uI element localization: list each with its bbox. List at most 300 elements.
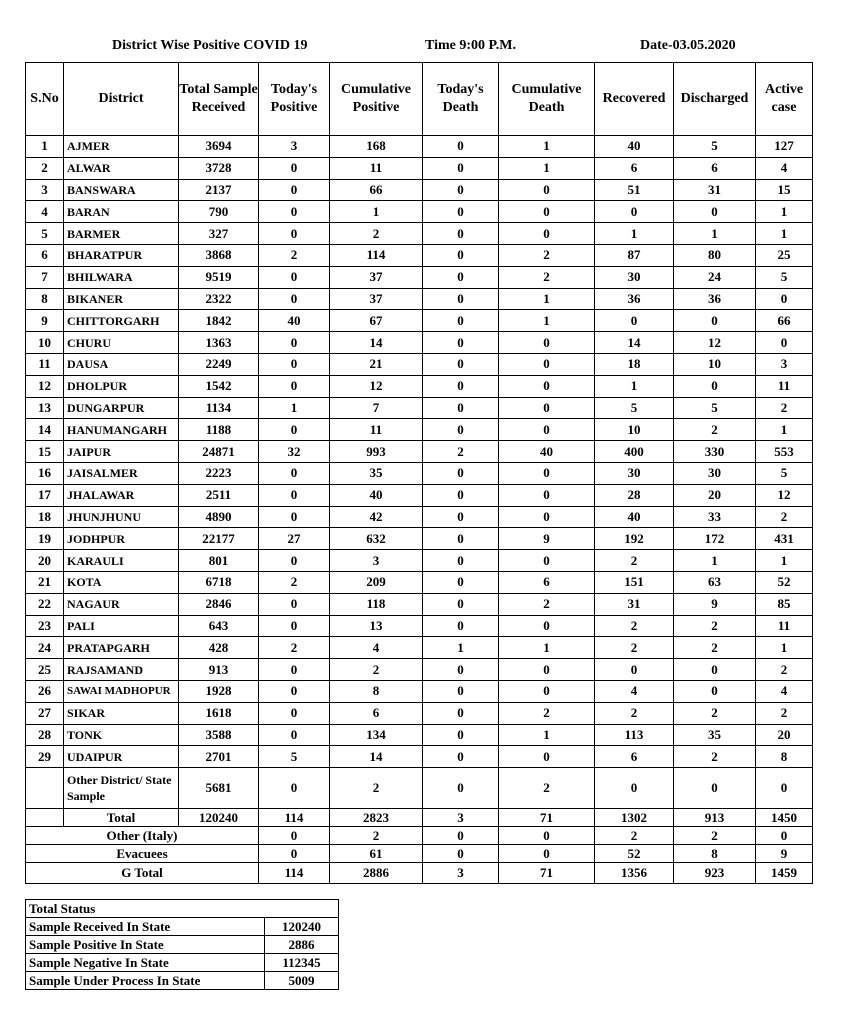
discharged-cell: 80	[674, 244, 756, 266]
district-cell: JHUNJHUNU	[64, 506, 179, 528]
active-cell: 66	[756, 310, 813, 332]
todays-positive-cell: 3	[259, 136, 330, 158]
active-cell: 4	[756, 157, 813, 179]
total-sample-cell: 24871	[179, 441, 259, 463]
recovered-cell: 4	[595, 680, 674, 702]
total-sample-cell: 3588	[179, 724, 259, 746]
cumulative-positive-cell: 118	[330, 593, 423, 615]
cumulative-death-cell: 1	[499, 724, 595, 746]
totals-section	[26, 809, 813, 884]
active-cell: 3	[756, 353, 813, 375]
sno-cell: 26	[26, 680, 64, 702]
status-label: Sample Negative In State	[26, 954, 265, 972]
todays-death-cell: 0	[423, 157, 499, 179]
other-italy-value: 0	[499, 827, 595, 845]
other-italy-label: Other (Italy)	[26, 827, 259, 845]
active-cell: 15	[756, 179, 813, 201]
todays-positive-cell: 0	[259, 615, 330, 637]
cumulative-death-cell: 2	[499, 702, 595, 724]
total-value: 114	[259, 809, 330, 827]
cumulative-death-cell: 0	[499, 419, 595, 441]
table-row	[26, 288, 813, 310]
sno-cell: 13	[26, 397, 64, 419]
active-cell: 2	[756, 702, 813, 724]
district-cell: HANUMANGARH	[64, 419, 179, 441]
active-cell: 12	[756, 484, 813, 506]
active-cell: 553	[756, 441, 813, 463]
total-status-table	[25, 899, 339, 990]
other-district-value: 5681	[179, 768, 259, 809]
todays-death-cell: 0	[423, 484, 499, 506]
district-cell: BARAN	[64, 201, 179, 223]
evacuees-value: 0	[259, 845, 330, 863]
todays-positive-cell: 0	[259, 266, 330, 288]
todays-death-cell: 0	[423, 375, 499, 397]
other-italy-value: 2	[674, 827, 756, 845]
recovered-cell: 40	[595, 136, 674, 158]
discharged-cell: 30	[674, 462, 756, 484]
discharged-cell: 5	[674, 136, 756, 158]
total-sample-cell: 801	[179, 550, 259, 572]
status-row	[26, 918, 339, 936]
other-district-value: 0	[674, 768, 756, 809]
recovered-cell: 151	[595, 571, 674, 593]
district-cell: JAISALMER	[64, 462, 179, 484]
todays-death-cell: 0	[423, 288, 499, 310]
recovered-cell: 6	[595, 746, 674, 768]
sno-cell: 24	[26, 637, 64, 659]
todays-death-cell: 1	[423, 637, 499, 659]
district-cell: TONK	[64, 724, 179, 746]
district-cell: PRATAPGARH	[64, 637, 179, 659]
recovered-cell: 36	[595, 288, 674, 310]
todays-positive-cell: 0	[259, 288, 330, 310]
other-district-value: 2	[499, 768, 595, 809]
sno-cell: 23	[26, 615, 64, 637]
todays-positive-cell: 0	[259, 506, 330, 528]
status-value: 5009	[265, 972, 339, 990]
todays-positive-cell: 0	[259, 201, 330, 223]
sno-cell: 5	[26, 223, 64, 245]
todays-death-cell: 0	[423, 702, 499, 724]
district-cell: SIKAR	[64, 702, 179, 724]
cumulative-death-cell: 0	[499, 353, 595, 375]
status-label: Sample Positive In State	[26, 936, 265, 954]
active-cell: 2	[756, 397, 813, 419]
district-cell: SAWAI MADHOPUR	[64, 680, 179, 702]
g-total-value: 923	[674, 863, 756, 884]
sno-cell: 15	[26, 441, 64, 463]
other-italy-value: 2	[595, 827, 674, 845]
todays-death-cell: 0	[423, 201, 499, 223]
status-value: 120240	[265, 918, 339, 936]
todays-death-cell: 2	[423, 441, 499, 463]
cumulative-death-cell: 1	[499, 310, 595, 332]
total-sample-cell: 428	[179, 637, 259, 659]
total-value: 1450	[756, 809, 813, 827]
todays-death-cell: 0	[423, 310, 499, 332]
other-italy-value: 2	[330, 827, 423, 845]
cumulative-positive-cell: 632	[330, 528, 423, 550]
sno-cell: 10	[26, 332, 64, 354]
todays-death-cell: 0	[423, 571, 499, 593]
cumulative-positive-cell: 67	[330, 310, 423, 332]
cumulative-death-cell: 1	[499, 136, 595, 158]
todays-positive-cell: 0	[259, 375, 330, 397]
other-district-value: 0	[595, 768, 674, 809]
discharged-cell: 330	[674, 441, 756, 463]
total-sample-cell: 1618	[179, 702, 259, 724]
recovered-cell: 5	[595, 397, 674, 419]
cumulative-positive-cell: 66	[330, 179, 423, 201]
status-title-row	[26, 900, 339, 918]
todays-death-cell: 0	[423, 332, 499, 354]
recovered-cell: 2	[595, 615, 674, 637]
total-sample-cell: 3868	[179, 244, 259, 266]
todays-death-cell: 0	[423, 244, 499, 266]
cumulative-positive-cell: 134	[330, 724, 423, 746]
other-district-value: 0	[756, 768, 813, 809]
district-cell: JAIPUR	[64, 441, 179, 463]
active-cell: 52	[756, 571, 813, 593]
todays-positive-cell: 0	[259, 332, 330, 354]
discharged-cell: 10	[674, 353, 756, 375]
discharged-cell: 6	[674, 157, 756, 179]
total-sample-cell: 2223	[179, 462, 259, 484]
table-row	[26, 266, 813, 288]
todays-positive-cell: 0	[259, 484, 330, 506]
col-recovered: Recovered	[595, 63, 674, 136]
cumulative-death-cell: 0	[499, 659, 595, 681]
todays-positive-cell: 0	[259, 593, 330, 615]
col-active: Active case	[756, 63, 813, 136]
recovered-cell: 6	[595, 157, 674, 179]
todays-positive-cell: 1	[259, 397, 330, 419]
total-value: 120240	[179, 809, 259, 827]
active-cell: 20	[756, 724, 813, 746]
cumulative-positive-cell: 11	[330, 157, 423, 179]
cumulative-positive-cell: 14	[330, 746, 423, 768]
active-cell: 431	[756, 528, 813, 550]
cumulative-death-cell: 1	[499, 288, 595, 310]
cumulative-death-cell: 0	[499, 746, 595, 768]
recovered-cell: 10	[595, 419, 674, 441]
cumulative-death-cell: 0	[499, 397, 595, 419]
cumulative-death-cell: 0	[499, 484, 595, 506]
evacuees-value: 52	[595, 845, 674, 863]
todays-positive-cell: 0	[259, 179, 330, 201]
evacuees-value: 0	[423, 845, 499, 863]
sno-cell: 29	[26, 746, 64, 768]
recovered-cell: 30	[595, 462, 674, 484]
cumulative-positive-cell: 42	[330, 506, 423, 528]
total-value: 71	[499, 809, 595, 827]
district-cell: CHITTORGARH	[64, 310, 179, 332]
table-row	[26, 484, 813, 506]
status-label: Sample Under Process In State	[26, 972, 265, 990]
sno-cell: 20	[26, 550, 64, 572]
total-sample-cell: 1188	[179, 419, 259, 441]
discharged-cell: 2	[674, 702, 756, 724]
active-cell: 1	[756, 223, 813, 245]
cumulative-death-cell: 0	[499, 550, 595, 572]
cumulative-positive-cell: 114	[330, 244, 423, 266]
recovered-cell: 14	[595, 332, 674, 354]
col-todays-positive: Today's Positive	[259, 63, 330, 136]
table-row	[26, 332, 813, 354]
total-value: 3	[423, 809, 499, 827]
todays-death-cell: 0	[423, 528, 499, 550]
todays-death-cell: 0	[423, 680, 499, 702]
todays-death-cell: 0	[423, 615, 499, 637]
cumulative-death-cell: 0	[499, 332, 595, 354]
todays-positive-cell: 0	[259, 462, 330, 484]
todays-positive-cell: 0	[259, 659, 330, 681]
col-discharged: Discharged	[674, 63, 756, 136]
cumulative-death-cell: 0	[499, 615, 595, 637]
sno-cell: 19	[26, 528, 64, 550]
sno-cell: 28	[26, 724, 64, 746]
col-todays-death: Today's Death	[423, 63, 499, 136]
district-cell: NAGAUR	[64, 593, 179, 615]
recovered-cell: 2	[595, 637, 674, 659]
recovered-cell: 0	[595, 659, 674, 681]
todays-positive-cell: 5	[259, 746, 330, 768]
district-cell: BARMER	[64, 223, 179, 245]
cumulative-positive-cell: 168	[330, 136, 423, 158]
total-sample-cell: 1134	[179, 397, 259, 419]
status-row	[26, 954, 339, 972]
cumulative-death-cell: 0	[499, 375, 595, 397]
district-cell: UDAIPUR	[64, 746, 179, 768]
cumulative-death-cell: 0	[499, 201, 595, 223]
recovered-cell: 28	[595, 484, 674, 506]
active-cell: 5	[756, 266, 813, 288]
sno-cell: 18	[26, 506, 64, 528]
active-cell: 8	[756, 746, 813, 768]
cumulative-death-cell: 0	[499, 179, 595, 201]
todays-death-cell: 0	[423, 593, 499, 615]
cumulative-positive-cell: 37	[330, 288, 423, 310]
discharged-cell: 20	[674, 484, 756, 506]
cumulative-positive-cell: 21	[330, 353, 423, 375]
cumulative-positive-cell: 2	[330, 659, 423, 681]
active-cell: 0	[756, 332, 813, 354]
total-sample-cell: 643	[179, 615, 259, 637]
other-district-row	[26, 768, 813, 809]
table-row	[26, 615, 813, 637]
sno-cell	[26, 768, 64, 809]
total-sample-cell: 2249	[179, 353, 259, 375]
recovered-cell: 400	[595, 441, 674, 463]
g-total-value: 1459	[756, 863, 813, 884]
total-sample-cell: 913	[179, 659, 259, 681]
recovered-cell: 51	[595, 179, 674, 201]
col-cumulative-positive: Cumulative Positive	[330, 63, 423, 136]
discharged-cell: 0	[674, 310, 756, 332]
active-cell: 0	[756, 288, 813, 310]
discharged-cell: 0	[674, 201, 756, 223]
district-covid-table	[25, 62, 813, 884]
report-time: Time 9:00 P.M.	[425, 38, 516, 53]
discharged-cell: 33	[674, 506, 756, 528]
total-value: 1302	[595, 809, 674, 827]
table-row	[26, 593, 813, 615]
table-row	[26, 201, 813, 223]
total-sample-cell: 3694	[179, 136, 259, 158]
district-cell: BIKANER	[64, 288, 179, 310]
active-cell: 25	[756, 244, 813, 266]
todays-death-cell: 0	[423, 136, 499, 158]
todays-death-cell: 0	[423, 659, 499, 681]
todays-death-cell: 0	[423, 746, 499, 768]
evacuees-label: Evacuees	[26, 845, 259, 863]
sno-cell: 27	[26, 702, 64, 724]
total-sample-cell: 3728	[179, 157, 259, 179]
table-row	[26, 441, 813, 463]
active-cell: 4	[756, 680, 813, 702]
district-cell: DHOLPUR	[64, 375, 179, 397]
discharged-cell: 2	[674, 637, 756, 659]
recovered-cell: 192	[595, 528, 674, 550]
recovered-cell: 2	[595, 550, 674, 572]
table-row	[26, 244, 813, 266]
other-italy-value: 0	[259, 827, 330, 845]
total-label: Total	[64, 809, 179, 827]
sno-cell: 8	[26, 288, 64, 310]
discharged-cell: 1	[674, 550, 756, 572]
todays-death-cell: 0	[423, 462, 499, 484]
evacuees-value: 9	[756, 845, 813, 863]
district-cell: DAUSA	[64, 353, 179, 375]
district-rows	[26, 136, 813, 809]
other-italy-value: 0	[756, 827, 813, 845]
other-district-value: 0	[259, 768, 330, 809]
active-cell: 2	[756, 506, 813, 528]
sno-cell: 12	[26, 375, 64, 397]
g-total-value: 114	[259, 863, 330, 884]
discharged-cell: 0	[674, 375, 756, 397]
todays-positive-cell: 0	[259, 223, 330, 245]
discharged-cell: 1	[674, 223, 756, 245]
todays-death-cell: 0	[423, 266, 499, 288]
g-total-value: 3	[423, 863, 499, 884]
cumulative-death-cell: 9	[499, 528, 595, 550]
report-date: Date-03.05.2020	[640, 38, 736, 53]
table-row	[26, 528, 813, 550]
other-district-value: 0	[423, 768, 499, 809]
todays-death-cell: 0	[423, 353, 499, 375]
discharged-cell: 2	[674, 615, 756, 637]
table-row	[26, 157, 813, 179]
active-cell: 1	[756, 637, 813, 659]
total-sample-cell: 327	[179, 223, 259, 245]
todays-positive-cell: 0	[259, 702, 330, 724]
cumulative-death-cell: 6	[499, 571, 595, 593]
evacuees-value: 8	[674, 845, 756, 863]
evacuees-value: 0	[499, 845, 595, 863]
sno-cell: 16	[26, 462, 64, 484]
table-row	[26, 571, 813, 593]
sno-cell: 14	[26, 419, 64, 441]
discharged-cell: 24	[674, 266, 756, 288]
col-sno: S.No	[26, 63, 64, 136]
discharged-cell: 0	[674, 659, 756, 681]
total-value: 913	[674, 809, 756, 827]
sno-cell: 1	[26, 136, 64, 158]
todays-positive-cell: 0	[259, 550, 330, 572]
table-row	[26, 179, 813, 201]
sno-cell: 6	[26, 244, 64, 266]
todays-death-cell: 0	[423, 397, 499, 419]
other-district-label: Other District/ State Sample	[64, 768, 179, 809]
cumulative-death-cell: 1	[499, 157, 595, 179]
todays-death-cell: 0	[423, 550, 499, 572]
sno-cell: 11	[26, 353, 64, 375]
district-cell: KARAULI	[64, 550, 179, 572]
recovered-cell: 30	[595, 266, 674, 288]
total-sample-cell: 4890	[179, 506, 259, 528]
todays-positive-cell: 32	[259, 441, 330, 463]
discharged-cell: 12	[674, 332, 756, 354]
total-row	[26, 809, 813, 827]
sno-cell: 21	[26, 571, 64, 593]
recovered-cell: 87	[595, 244, 674, 266]
recovered-cell: 1	[595, 375, 674, 397]
todays-positive-cell: 2	[259, 637, 330, 659]
g-total-value: 71	[499, 863, 595, 884]
active-cell: 1	[756, 419, 813, 441]
todays-positive-cell: 2	[259, 244, 330, 266]
other-italy-row	[26, 827, 813, 845]
discharged-cell: 36	[674, 288, 756, 310]
district-cell: RAJSAMAND	[64, 659, 179, 681]
sno-cell: 25	[26, 659, 64, 681]
table-row	[26, 419, 813, 441]
discharged-cell: 2	[674, 419, 756, 441]
table-row	[26, 680, 813, 702]
sno-cell: 4	[26, 201, 64, 223]
total-sample-cell: 9519	[179, 266, 259, 288]
table-row	[26, 659, 813, 681]
todays-positive-cell: 0	[259, 724, 330, 746]
discharged-cell: 5	[674, 397, 756, 419]
evacuees-row	[26, 845, 813, 863]
sno-cell: 22	[26, 593, 64, 615]
active-cell: 2	[756, 659, 813, 681]
recovered-cell: 0	[595, 201, 674, 223]
cumulative-death-cell: 0	[499, 223, 595, 245]
todays-positive-cell: 0	[259, 419, 330, 441]
g-total-value: 2886	[330, 863, 423, 884]
other-district-value: 2	[330, 768, 423, 809]
todays-positive-cell: 27	[259, 528, 330, 550]
discharged-cell: 9	[674, 593, 756, 615]
cumulative-positive-cell: 11	[330, 419, 423, 441]
table-row	[26, 550, 813, 572]
todays-death-cell: 0	[423, 419, 499, 441]
status-row	[26, 972, 339, 990]
discharged-cell: 0	[674, 680, 756, 702]
report-title: District Wise Positive COVID 19	[112, 38, 308, 53]
cumulative-positive-cell: 3	[330, 550, 423, 572]
col-district: District	[64, 63, 179, 136]
total-sample-cell: 2701	[179, 746, 259, 768]
table-row	[26, 462, 813, 484]
cumulative-positive-cell: 6	[330, 702, 423, 724]
district-cell: BHILWARA	[64, 266, 179, 288]
header-row	[26, 63, 813, 136]
